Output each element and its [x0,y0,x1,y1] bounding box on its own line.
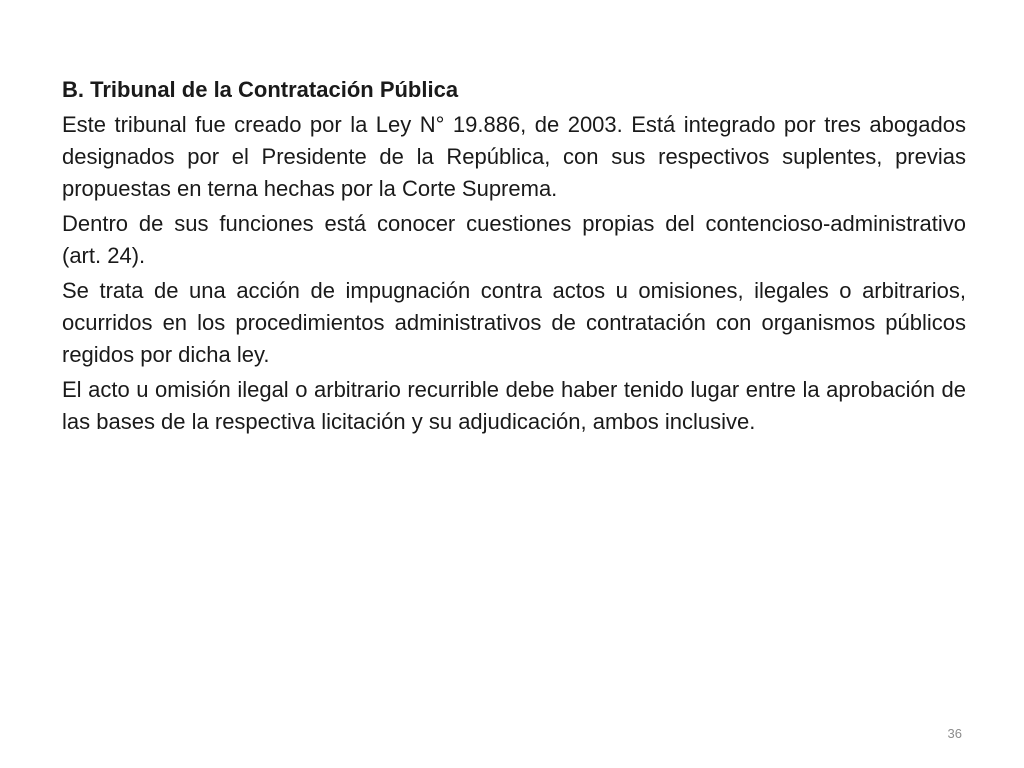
paragraph-functions: Dentro de sus funciones está conocer cuestiones propias del contencioso-administrativo (art. 24). [62,211,966,268]
paragraph-timeframe: El acto u omisión ilegal o arbitrario recurrible debe haber tenido lugar entre la aprobación de las bases de la respectiva licitación y su adjudicación, ambos inclusive. [62,377,966,434]
page-number: 36 [947,726,962,741]
slide-body [62,74,966,441]
paragraph-impugnation: Se trata de una acción de impugnación contra actos u omisiones, ilegales o arbitrarios, ocurridos en los procedimientos administrativos de contratación con organismos públicos regidos por dicha ley. [62,278,966,367]
paragraph-creation: Este tribunal fue creado por la Ley N° 19.886, de 2003. Está integrado por tres abogados designados por el Presidente de la República, con sus respectivos suplentes, previas propuestas en terna hechas por la Corte Suprema. [62,112,966,201]
section-heading: B. Tribunal de la Contratación Pública [62,77,459,102]
